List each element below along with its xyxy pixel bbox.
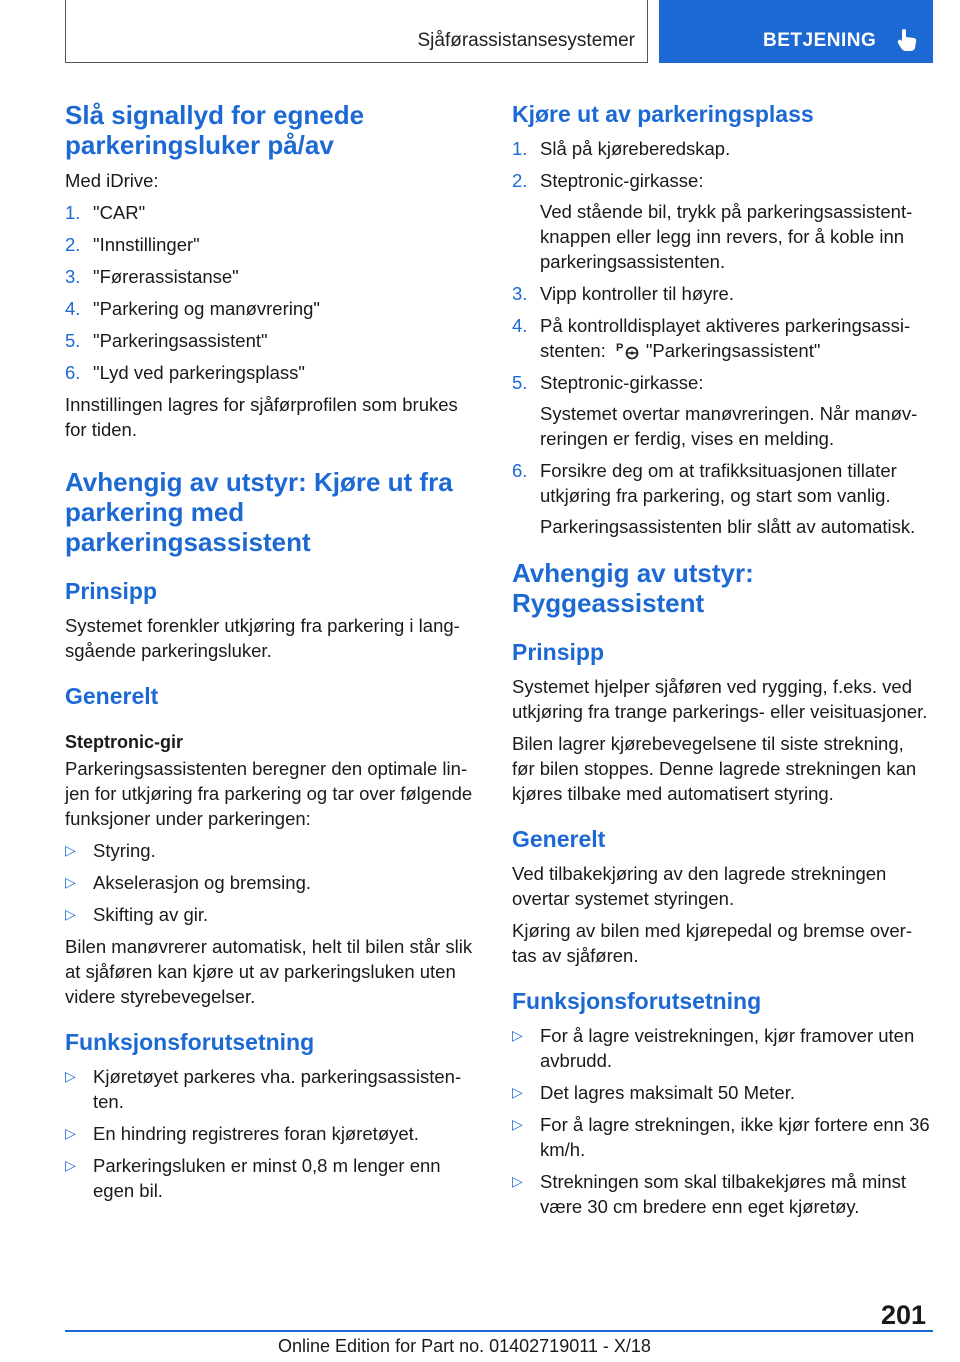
prinsipp-text: Systemet forenkler utkjøring fra parkering i langsgående parkeringsluker. xyxy=(65,615,460,661)
condition-list xyxy=(65,1064,483,1203)
heading-funksjon: Funksjonsforutsetning xyxy=(512,988,762,1014)
list-item: ▷ For å lagre strekningen, ikke kjør fortere enn 36 km/h. xyxy=(512,1114,930,1160)
list-item: 3. "Førerassistanse" xyxy=(65,266,239,287)
prinsipp-text: Bilen lagrer kjørebevegelsene til siste strekning, før bilen stoppes. Denne lagrede strekningen kan kjøres tilbake med automatisert styring. xyxy=(512,733,917,804)
list-item: ▷ Parkeringsluken er minst 0,8 m lenger enn egen bil. xyxy=(65,1155,441,1201)
svg-text:P: P xyxy=(615,342,624,354)
list-item: ▷ Skifting av gir. xyxy=(65,904,209,925)
left-column xyxy=(65,100,483,1210)
heading-prinsipp: Prinsipp xyxy=(65,578,158,604)
list-item: 4. "Parkering og manøvrering" xyxy=(65,298,321,319)
heading-reverse-assistant: Avhengig av utstyr: Ryggeassistent xyxy=(512,558,754,618)
hand-pointer-icon xyxy=(897,28,919,52)
heading-generelt: Generelt xyxy=(512,826,606,852)
list-item: ▷ For å lagre veistrekningen, kjør framover uten avbrudd. xyxy=(512,1025,915,1071)
list-item: 6. "Lyd ved parkeringsplass" xyxy=(65,362,305,383)
list-item: ▷ Det lagres maksimalt 50 Meter. xyxy=(512,1082,795,1103)
list-item: 4. På kontrolldisplayet aktiveres parkeringsassistenten: P "Parkeringsassistent" xyxy=(512,315,911,361)
list-item: 1. "CAR" xyxy=(65,202,146,223)
drive-out-steps xyxy=(512,136,930,539)
footer-divider xyxy=(65,1330,933,1332)
list-item: ▷ Akselerasjon og bremsing. xyxy=(65,872,311,893)
right-column xyxy=(512,100,930,1226)
list-item: 5. "Parkeringsassistent" xyxy=(65,330,268,351)
heading-drive-out: Kjøre ut av parkeringsplass xyxy=(512,101,814,127)
generelt-text: Ved tilbakekjøring av den lagrede strekningen overtar systemet styringen. xyxy=(512,863,887,909)
function-list xyxy=(65,838,483,927)
chapter-title: BETJENING xyxy=(763,30,877,51)
section-title: Sjåførassistansesystemer xyxy=(417,30,635,51)
list-item: 5. Steptronic-girkasse: Systemet overtar manøvreringen. Når manøvreringen er ferdig, vises en melding. xyxy=(512,372,918,449)
condition-list xyxy=(512,1023,930,1219)
heading-signal-sound: Slå signallyd for egnede parkeringsluker på/av xyxy=(65,100,365,160)
chapter-tab xyxy=(659,0,933,63)
heading-funksjon: Funksjonsforutsetning xyxy=(65,1029,315,1055)
heading-steptronic: Steptronic-gir xyxy=(65,732,184,752)
section-tab xyxy=(65,0,648,63)
auto-text: Bilen manøvrerer automatisk, helt til bilen står slik at sjåføren kan kjøre ut av parkeringsluken uten videre styrebevegelser. xyxy=(65,936,473,1007)
list-item: 2. "Innstillinger" xyxy=(65,234,200,255)
page-number: 201 xyxy=(880,1300,926,1330)
idrive-steps xyxy=(65,200,483,385)
list-item: ▷ En hindring registreres foran kjøretøyet. xyxy=(65,1123,419,1144)
list-item: 6. Forsikre deg om at trafikksituasjonen tillater utkjøring fra parkering, og start som vanlig. Parkeringsassistenten blir slått av automatisk. xyxy=(512,460,916,537)
prinsipp-text: Systemet hjelper sjåføren ved rygging, f.eks. ved utkjøring fra trange parkerings- eller veisituasjoner. xyxy=(512,676,928,722)
heading-exit-parking: Avhengig av utstyr: Kjøre ut fra parkering med parkeringsassistent xyxy=(65,467,453,557)
footer-edition: Online Edition for Part no. 01402719011 - X/18 xyxy=(278,1336,651,1356)
list-item: 1. Slå på kjøreberedskap. xyxy=(512,138,731,159)
heading-prinsipp: Prinsipp xyxy=(512,639,605,665)
heading-generelt: Generelt xyxy=(65,683,159,709)
steptronic-text: Parkeringsassistenten beregner den optimale linjen for utkjøring fra parkering og tar over følgende funksjoner under parkeringen: xyxy=(65,758,473,829)
list-item: 2. Steptronic-girkasse: Ved stående bil, trykk på parkeringsassistentknappen eller legg inn revers, for å koble inn parkeringsassistenten. xyxy=(512,170,913,272)
list-item: ▷ Strekningen som skal tilbakekjøres må minst være 30 cm bredere enn eget kjøretøy. xyxy=(512,1171,907,1217)
list-item: 3. Vipp kontroller til høyre. xyxy=(512,283,734,304)
generelt-text: Kjøring av bilen med kjørepedal og bremse overtas av sjåføren. xyxy=(512,920,912,966)
page-header xyxy=(65,0,933,63)
note-text: Innstillingen lagres for sjåførprofilen som brukes for tiden. xyxy=(65,394,458,440)
list-item: ▷ Kjøretøyet parkeres vha. parkeringsassistenten. xyxy=(65,1066,462,1112)
parking-assistant-icon xyxy=(616,340,640,360)
list-item: ▷ Styring. xyxy=(65,840,156,861)
intro-text: Med iDrive: xyxy=(65,170,159,191)
